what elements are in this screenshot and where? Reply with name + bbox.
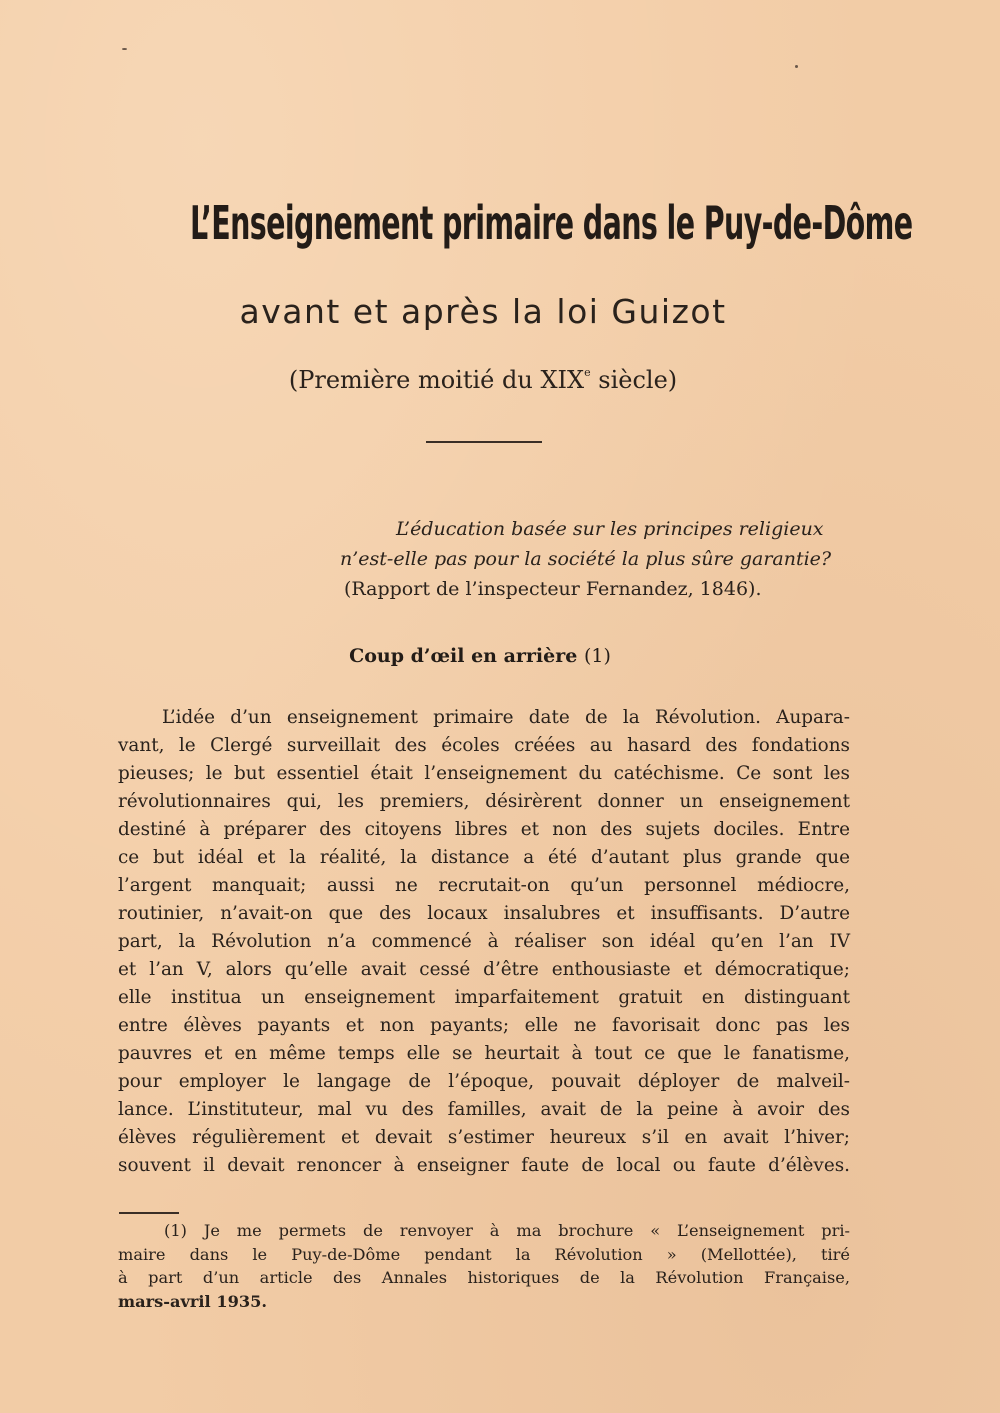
body-line: part, la Révolution n’a commencé à réaliser son idéal qu’en l’an IV [118,931,850,952]
body-line: lance. L’instituteur, mal vu des familles, avait de la peine à avoir des [118,1099,850,1120]
period-prefix: (Première moitié du XIX [288,366,585,394]
body-line: pauvres et en même temps elle se heurtait à tout ce que le fanatisme, [118,1043,850,1064]
body-line: routinier, n’avait-on que des locaux insalubres et insuffisants. D’autre [118,903,850,924]
epigraph-line-1: L’éducation basée sur les principes religieux [396,518,824,540]
period-superscript: e [584,366,591,379]
footnote-line: (1) Je me permets de renvoyer à ma brochure « L’enseignement pri- [164,1221,850,1240]
paper-speck [122,48,127,50]
footnote-line: mars-avril 1935. [118,1291,268,1311]
body-line: vant, le Clergé surveillait des écoles créées au hasard des fondations [118,735,850,756]
body-line: souvent il devait renoncer à enseigner faute de local ou faute d’élèves. [118,1155,850,1176]
body-line: et l’an V, alors qu’elle avait cessé d’être enthousiaste et démocratique; [118,959,850,980]
body-line: ce but idéal et la réalité, la distance a été d’autant plus grande que [118,847,850,868]
body-line: entre élèves payants et non payants; elle ne favorisait donc pas les [118,1015,850,1036]
body-line: pieuses; le but essentiel était l’enseignement du catéchisme. Ce sont les [118,763,850,784]
epigraph [340,514,860,604]
footnote-line: à part d’un article des Annales historiques de la Révolution Française, [118,1268,850,1287]
footnote-divider [119,1212,179,1214]
body-line: pour employer le langage de l’époque, pouvait déployer de malveil- [118,1071,850,1092]
footnote [118,1219,850,1313]
section-footnote-ref: (1) [583,645,611,667]
period-suffix: siècle) [590,366,678,394]
title-divider [426,441,542,443]
section-heading [0,645,960,667]
body-paragraph [118,704,850,1180]
epigraph-line-2: n’est-elle pas pour la société la plus sûre garantie? [340,548,832,570]
body-line: L’idée d’un enseignement primaire date de la Révolution. Aupara- [162,707,850,728]
document-title: L’Enseignement primaire dans le Puy-de-Dôme [190,196,913,250]
section-heading-text: Coup d’œil en arrière [349,645,578,667]
body-line: destiné à préparer des citoyens libres et non des sujets dociles. Entre [118,819,850,840]
body-line: révolutionnaires qui, les premiers, désirèrent donner un enseignement [118,791,850,812]
epigraph-source: (Rapport de l’inspecteur Fernandez, 1846). [344,578,762,600]
footnote-line: maire dans le Puy-de-Dôme pendant la Révolution » (Mellottée), tiré [118,1244,850,1264]
body-line: elle institua un enseignement imparfaitement gratuit en distinguant [118,987,850,1008]
body-line: élèves régulièrement et devait s’estimer heureux s’il en avait l’hiver; [118,1127,850,1148]
document-subtitle: avant et après la loi Guizot [239,292,727,331]
body-line: l’argent manquait; aussi ne recrutait-on qu’un personnel médiocre, [118,875,850,896]
period-line [0,366,966,394]
paper-speck [795,65,798,68]
